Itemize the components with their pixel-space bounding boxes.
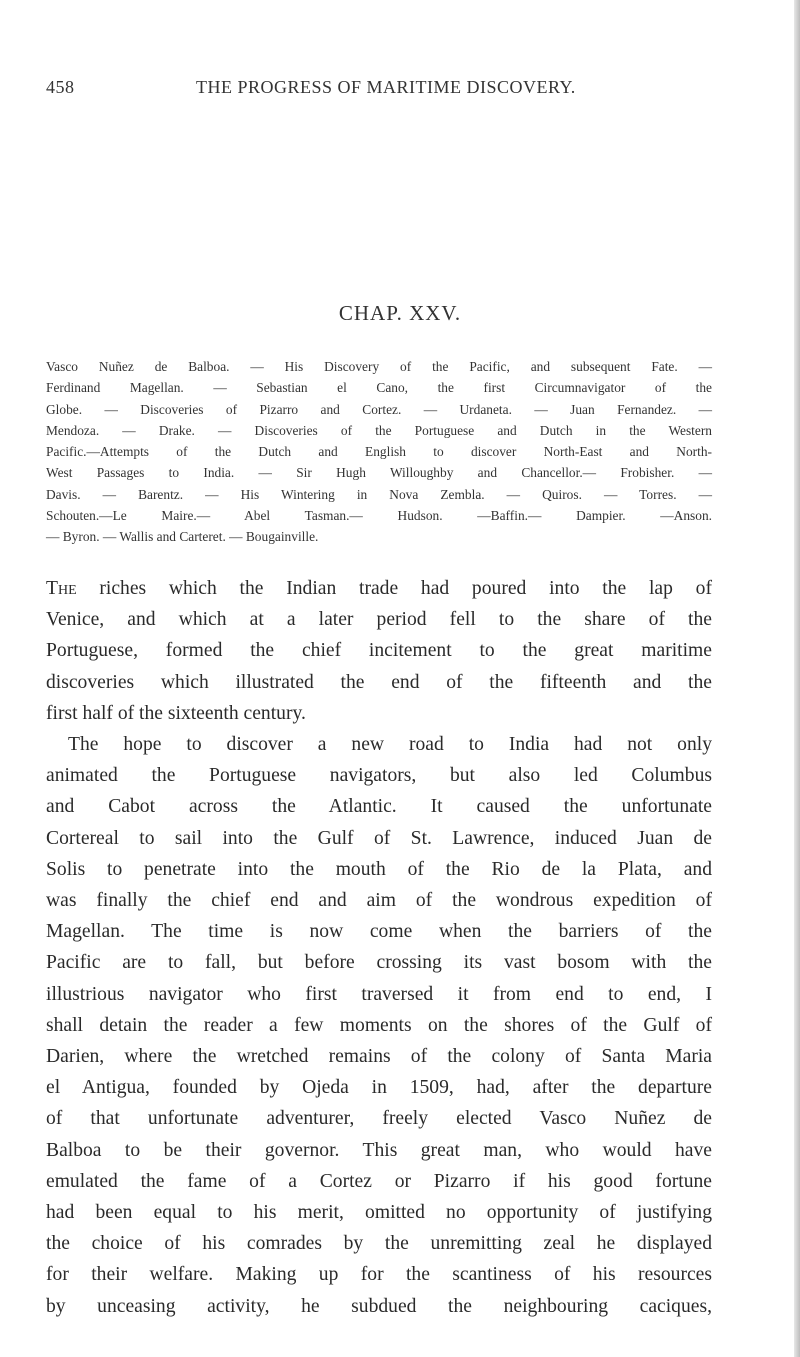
paragraph-line: the choice of his comrades by the unremitting zeal he displayed bbox=[46, 1233, 712, 1255]
paragraph-line: Solis to penetrate into the mouth of the Rio de la Plata, and bbox=[46, 858, 712, 880]
paragraph-line: Venice, and which at a later period fell to the share of the bbox=[46, 609, 712, 631]
paragraph-line: The hope to discover a new road to India had not only bbox=[68, 734, 712, 756]
paragraph-line: emulated the fame of a Cortez or Pizarro if his good fortune bbox=[46, 1170, 712, 1192]
paragraph-line: el Antigua, founded by Ojeda in 1509, had, after the departure bbox=[46, 1077, 712, 1099]
summary-line: Pacific.—Attempts of the Dutch and English to discover North-East and North- bbox=[46, 444, 712, 460]
paragraph-line: Balboa to be their governor. This great man, who would have bbox=[46, 1139, 712, 1161]
summary-line: Davis. — Barentz. — His Wintering in Nova Zembla. — Quiros. — Torres. — bbox=[46, 486, 712, 502]
paragraph-line: and Cabot across the Atlantic. It caused the unfortunate bbox=[46, 796, 712, 818]
page-edge-shadow bbox=[794, 0, 800, 1357]
paragraph-line: discoveries which illustrated the end of the fifteenth and the bbox=[46, 671, 712, 693]
paragraph-line: Portuguese, formed the chief incitement to the great maritime bbox=[46, 640, 712, 662]
paragraph-line-rest: riches which the Indian trade had poured into the lap of bbox=[76, 578, 712, 599]
chapter-summary bbox=[46, 356, 712, 548]
running-title: THE PROGRESS OF MARITIME DISCOVERY. bbox=[196, 77, 576, 97]
paragraph-line: Magellan. The time is now come when the barriers of the bbox=[46, 921, 712, 943]
summary-line: Vasco Nuñez de Balboa. — His Discovery of the Pacific, and subsequent Fate. — bbox=[46, 359, 712, 374]
page-number: 458 bbox=[46, 77, 75, 97]
summary-line: Mendoza. — Drake. — Discoveries of the Portuguese and Dutch in the Western bbox=[46, 422, 712, 438]
summary-line: West Passages to India. — Sir Hugh Willoughby and Chancellor.— Frobisher. — bbox=[46, 465, 712, 481]
paragraph-line: had been equal to his merit, omitted no opportunity of justifying bbox=[46, 1202, 712, 1224]
paragraph-line bbox=[46, 573, 712, 604]
summary-line: — Byron. — Wallis and Carteret. — Bougainville. bbox=[46, 529, 319, 545]
chapter-title: CHAP. XXV. bbox=[338, 301, 462, 325]
paragraph-line: for their welfare. Making up for the scantiness of his resources bbox=[46, 1264, 712, 1286]
paragraph-line: shall detain the reader a few moments on the shores of the Gulf of bbox=[46, 1014, 712, 1036]
paragraph-line: Cortereal to sail into the Gulf of St. Lawrence, induced Juan de bbox=[46, 827, 712, 849]
summary-line: Schouten.—Le Maire.— Abel Tasman.— Hudson. —Baffin.— Dampier. —Anson. bbox=[46, 508, 712, 524]
body-text bbox=[46, 573, 712, 1322]
paragraph-initial-word: The bbox=[46, 578, 77, 599]
paragraph-line: Darien, where the wretched remains of the colony of Santa Maria bbox=[46, 1046, 712, 1068]
paragraph-line: Pacific are to fall, but before crossing its vast bosom with the bbox=[46, 952, 712, 974]
paragraph-line: animated the Portuguese navigators, but also led Columbus bbox=[46, 765, 712, 787]
paragraph-line: was finally the chief end and aim of the wondrous expedition of bbox=[46, 890, 712, 912]
paragraph-line: first half of the sixteenth century. bbox=[46, 702, 306, 724]
paragraph-line: by unceasing activity, he subdued the neighbouring caciques, bbox=[46, 1295, 712, 1317]
summary-line: Ferdinand Magellan. — Sebastian el Cano, the first Circumnavigator of the bbox=[46, 380, 712, 396]
paragraph-line: illustrious navigator who first traversed it from end to end, I bbox=[46, 983, 712, 1005]
paragraph-line: of that unfortunate adventurer, freely elected Vasco Nuñez de bbox=[46, 1108, 712, 1130]
summary-line: Globe. — Discoveries of Pizarro and Cortez. — Urdaneta. — Juan Fernandez. — bbox=[46, 401, 712, 417]
